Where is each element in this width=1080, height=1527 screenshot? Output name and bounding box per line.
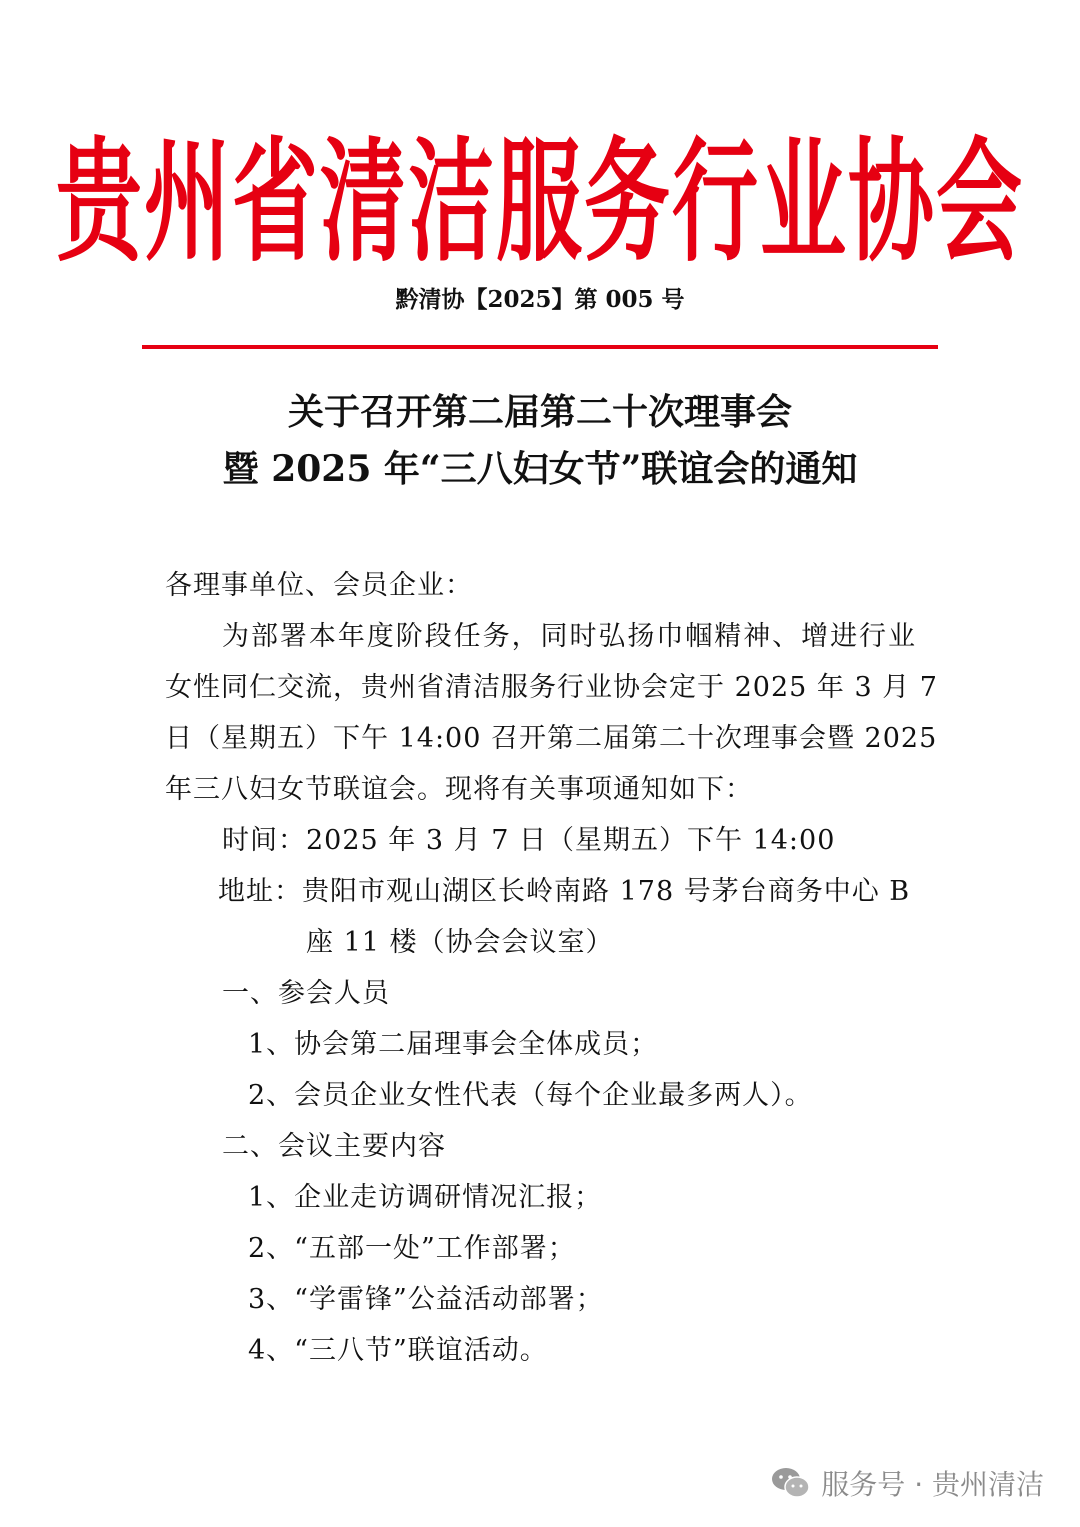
- section-heading-attendees: 一、参会人员: [222, 978, 390, 1009]
- org-name-header: 贵州省清洁服务行业协会: [56, 125, 1024, 281]
- agenda-item-3: 3、“学雷锋”公益活动部署；: [248, 1284, 604, 1315]
- red-divider-rule: [142, 345, 938, 349]
- document-number: 黔清协【2025】第 005 号: [395, 286, 685, 313]
- service-account-watermark: [771, 1461, 1044, 1505]
- paragraph-line-3: 日（星期五）下午 14:00 召开第二届第二十次理事会暨 2025: [165, 723, 938, 754]
- meeting-address-line-2: 座 11 楼（协会会议室）: [306, 927, 614, 958]
- wechat-icon: [771, 1466, 811, 1500]
- section-heading-agenda: 二、会议主要内容: [222, 1131, 446, 1162]
- attendee-item-2: 2、会员企业女性代表（每个企业最多两人）。: [248, 1080, 813, 1111]
- notice-title-line-2: 暨 2025 年“三八妇女节”联谊会的通知: [222, 448, 858, 490]
- agenda-item-4: 4、“三八节”联谊活动。: [248, 1335, 548, 1366]
- notice-title-line-1: 关于召开第二届第二十次理事会: [287, 391, 792, 433]
- salutation: 各理事单位、会员企业：: [165, 570, 473, 601]
- agenda-item-1: 1、企业走访调研情况汇报；: [248, 1182, 603, 1213]
- watermark-text: 服务号 · 贵州清洁: [821, 1468, 1044, 1501]
- attendee-item-1: 1、协会第二届理事会全体成员；: [248, 1029, 659, 1060]
- agenda-item-2: 2、“五部一处”工作部署；: [248, 1233, 576, 1264]
- paragraph-line-4: 年三八妇女节联谊会。现将有关事项通知如下：: [165, 774, 753, 805]
- meeting-address-line-1: 地址：贵阳市观山湖区长岭南路 178 号茅台商务中心 B: [218, 876, 911, 907]
- paragraph-line-1: 为部署本年度阶段任务，同时弘扬巾帼精神、增进行业: [222, 621, 916, 652]
- meeting-time: 时间：2025 年 3 月 7 日（星期五）下午 14:00: [222, 825, 836, 856]
- paragraph-line-2: 女性同仁交流，贵州省清洁服务行业协会定于 2025 年 3 月 7: [165, 672, 938, 703]
